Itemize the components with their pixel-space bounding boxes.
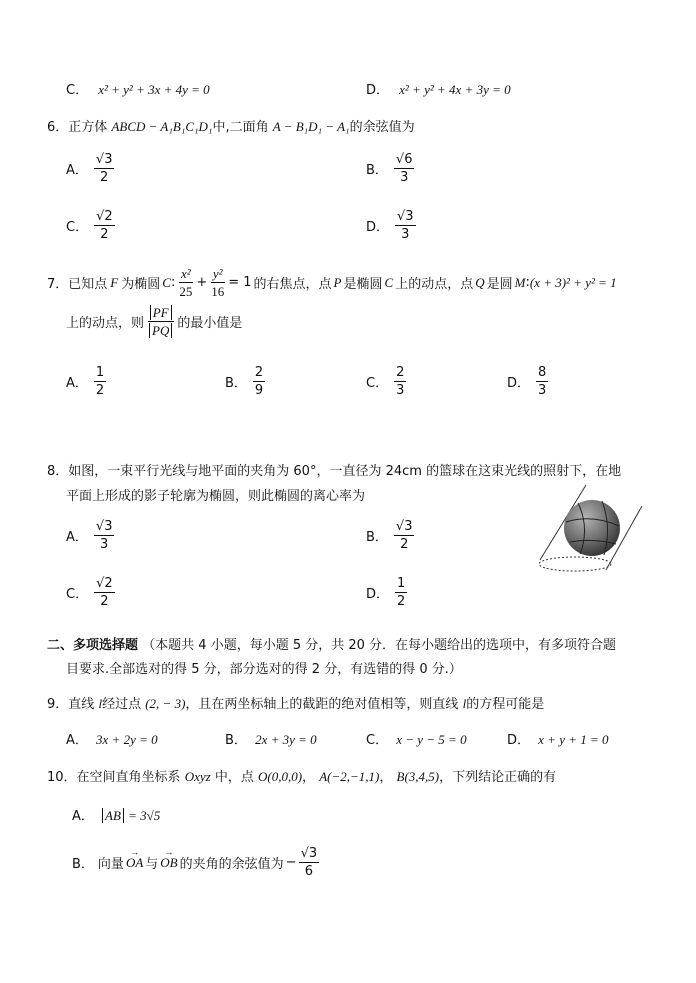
option-equation: x + y + 1 = 0 bbox=[538, 732, 609, 747]
fraction bbox=[94, 520, 115, 551]
fraction bbox=[395, 577, 407, 608]
math-var: l bbox=[462, 696, 467, 711]
fraction bbox=[209, 267, 226, 298]
abs-pf: PF bbox=[150, 305, 172, 320]
fraction-denominator: 9 bbox=[254, 383, 264, 398]
option-label: C． bbox=[66, 587, 89, 602]
option-label: D． bbox=[507, 376, 531, 391]
fraction-numerator: √3 bbox=[95, 519, 113, 534]
shadow-ellipse bbox=[539, 557, 611, 571]
q9-option-a bbox=[66, 729, 158, 748]
q10-option-a bbox=[72, 805, 160, 824]
math-var: P bbox=[333, 274, 342, 290]
fraction-denominator: 2 bbox=[100, 170, 109, 185]
fraction-numerator: 8 bbox=[538, 365, 547, 380]
q7-option-b bbox=[225, 366, 267, 397]
math-point: B(3,4,5) bbox=[396, 769, 440, 784]
section-desc: 目要求.全部选对的得 5 分，部分选对的得 2 分，有选错的得 0 分.） bbox=[66, 662, 462, 677]
option-label: D． bbox=[366, 587, 390, 602]
option-text: 的夹角的余弦值为 bbox=[179, 857, 284, 872]
stem-text: 的方程可能是 bbox=[466, 697, 545, 712]
stem-text: 在空间直角坐标系 bbox=[76, 770, 181, 785]
option-label: A． bbox=[66, 163, 88, 178]
math-text: = 1 bbox=[228, 275, 252, 290]
option-label: B． bbox=[366, 530, 388, 545]
stem-text: ，下列结论正确的有 bbox=[439, 770, 557, 785]
option-label: A． bbox=[66, 733, 88, 748]
vector-label: OA bbox=[125, 854, 144, 870]
fraction-numerator: √3 bbox=[95, 152, 113, 167]
vector-ob bbox=[160, 846, 178, 871]
math-var: M bbox=[514, 274, 526, 290]
math-point: (2, − 3) bbox=[145, 696, 186, 711]
fraction-denominator: 3 bbox=[100, 537, 109, 552]
fraction bbox=[177, 267, 194, 298]
option-equation: x² + y² + 3x + 4y = 0 bbox=[98, 82, 210, 97]
question-number: 7． bbox=[47, 277, 69, 292]
option-equation: x − y − 5 = 0 bbox=[396, 732, 467, 747]
fraction bbox=[94, 210, 115, 241]
q9-stem bbox=[47, 693, 544, 712]
stem-text: 的最小值是 bbox=[177, 316, 243, 331]
q7-option-a bbox=[66, 366, 108, 397]
stem-text: 的余弦值为 bbox=[349, 120, 415, 135]
fraction bbox=[94, 366, 106, 397]
minus-sign: − bbox=[285, 855, 297, 870]
q7-stem-line1: 7． 已知点 F 为椭圆 C : $\frac{\text{x²}}{25}$ + $\frac{\text{y²}}{16}$ = 1 的右焦点，点 P 是椭圆 C 上的动点，点 Q 是圆 M : (x + 3)² + y² = 1 bbox=[47, 266, 617, 299]
q6-stem bbox=[47, 116, 415, 135]
stem-text: 正方体 bbox=[68, 120, 108, 135]
option-label: D． bbox=[507, 733, 531, 748]
stem-text: 直线 bbox=[68, 697, 95, 712]
option-label: C． bbox=[366, 733, 389, 748]
stem-text: 经过点 bbox=[102, 697, 142, 712]
section2-header-line2 bbox=[66, 658, 462, 677]
vector-oa bbox=[125, 846, 144, 871]
stem-text: 为椭圆 bbox=[121, 277, 161, 292]
q7-option-d bbox=[507, 366, 550, 397]
option-label: B． bbox=[225, 733, 247, 748]
question-number: 6． bbox=[47, 120, 69, 135]
option-label: C． bbox=[366, 376, 389, 391]
fraction bbox=[94, 153, 115, 184]
q8-stem-line1 bbox=[47, 460, 621, 479]
math-angle: A − B₁D₁ − A₁ bbox=[272, 119, 350, 134]
fraction-denominator: 6 bbox=[304, 864, 313, 879]
math-point: A(−2,−1,1) bbox=[319, 769, 380, 784]
fraction-numerator: √3 bbox=[395, 519, 413, 534]
fraction-numerator: x² bbox=[180, 266, 191, 281]
option-text: 与 bbox=[145, 857, 159, 872]
q8-option-d bbox=[366, 577, 409, 608]
fraction-denominator: 2 bbox=[100, 594, 109, 609]
q6-option-b bbox=[366, 153, 416, 184]
fraction-numerator: √3 bbox=[300, 846, 318, 861]
fraction-numerator: y² bbox=[212, 266, 223, 281]
fraction-denominator: 25 bbox=[179, 284, 193, 299]
stem-text: 是圆 bbox=[486, 277, 513, 292]
option-equation: 2x + 3y = 0 bbox=[255, 732, 317, 747]
fraction-denominator: 2 bbox=[400, 537, 409, 552]
q9-option-b bbox=[225, 729, 317, 748]
option-label: B． bbox=[225, 376, 247, 391]
q6-option-c bbox=[66, 210, 117, 241]
math-var: F bbox=[110, 274, 119, 290]
q6-option-a bbox=[66, 153, 116, 184]
fraction bbox=[94, 577, 115, 608]
section-desc: （本题共 4 小题，每小题 5 分，共 20 分．在每小题给出的选项中，有多项符合题 bbox=[142, 638, 617, 653]
math-point: O(0,0,0) bbox=[258, 769, 303, 784]
math-coord-system: Oxyz bbox=[184, 769, 211, 784]
q7-stem-line2 bbox=[66, 306, 242, 337]
fraction bbox=[394, 366, 406, 397]
vector-arrow-icon: → bbox=[130, 846, 140, 857]
fraction-denominator: 2 bbox=[100, 227, 109, 242]
q5-option-d bbox=[366, 79, 511, 98]
abs-ab: AB bbox=[102, 808, 124, 823]
q8-option-a bbox=[66, 520, 116, 551]
option-label: A． bbox=[72, 809, 94, 824]
section2-header bbox=[47, 634, 616, 653]
fraction-numerator: √3 bbox=[397, 209, 414, 224]
option-label: B． bbox=[366, 163, 388, 178]
math-var: Q bbox=[475, 274, 485, 290]
option-label: A． bbox=[66, 530, 88, 545]
fraction-numerator: 1 bbox=[397, 576, 406, 591]
q5-option-c bbox=[66, 79, 210, 98]
fraction bbox=[253, 366, 265, 397]
stem-text: 如图，一束平行光线与地平面的夹角为 60°，一直径为 24cm 的篮球在这束光线的照射下，在地 bbox=[68, 464, 622, 479]
math-var: C bbox=[384, 274, 394, 290]
option-equation: = 3√5 bbox=[128, 808, 161, 823]
option-equation: 3x + 2y = 0 bbox=[96, 732, 158, 747]
q8-stem-line2 bbox=[66, 485, 365, 504]
stem-text: 已知点 bbox=[68, 277, 108, 292]
question-number: 9． bbox=[47, 697, 69, 712]
option-text: 向量 bbox=[97, 857, 124, 872]
option-label: D． bbox=[366, 220, 390, 235]
abs-pq: PQ bbox=[149, 323, 172, 338]
q7-option-c bbox=[366, 366, 408, 397]
basketball-shadow-figure bbox=[530, 484, 650, 576]
stem-text: 平面上形成的影子轮廓为椭圆，则此椭圆的离心率为 bbox=[66, 489, 366, 504]
q10-stem: 10．在空间直角坐标系 Oxyz 中，点 O(0,0,0)， A(−2,−1,1)， B(3,4,5)，下列结论正确的有 bbox=[47, 769, 557, 785]
fraction-denominator: 16 bbox=[211, 284, 225, 299]
fraction-numerator: √2 bbox=[96, 576, 113, 591]
fraction-denominator: 3 bbox=[401, 227, 410, 242]
fraction bbox=[395, 210, 416, 241]
option-equation: x² + y² + 4x + 3y = 0 bbox=[399, 82, 511, 97]
stem-text: 上的动点，点 bbox=[395, 277, 474, 292]
math-var: C bbox=[162, 274, 171, 290]
fraction bbox=[394, 153, 415, 184]
fraction-denominator: 3 bbox=[538, 383, 547, 398]
section-title: 二、多项选择题 bbox=[47, 638, 139, 653]
fraction-numerator: 1 bbox=[95, 365, 105, 380]
q6-option-d bbox=[366, 210, 418, 241]
option-label: D． bbox=[366, 83, 390, 98]
vector-arrow-icon: → bbox=[164, 846, 174, 857]
stem-text: 上的动点，则 bbox=[66, 316, 145, 331]
fraction-denominator: 2 bbox=[95, 383, 105, 398]
stem-text: 是椭圆 bbox=[343, 277, 383, 292]
ratio-fraction bbox=[147, 306, 174, 337]
vector-label: OB bbox=[160, 854, 178, 870]
fraction-numerator: √6 bbox=[395, 152, 413, 167]
fraction-denominator: 2 bbox=[397, 594, 406, 609]
stem-text: 的右焦点，点 bbox=[253, 277, 332, 292]
fraction bbox=[299, 847, 320, 878]
option-label: B． bbox=[72, 857, 94, 872]
q9-option-c bbox=[366, 729, 467, 748]
fraction-numerator: 2 bbox=[254, 365, 264, 380]
stem-text: 中，点 bbox=[214, 770, 254, 785]
stem-text: ，且在两坐标轴上的截距的绝对值相等，则直线 bbox=[185, 697, 459, 712]
basketball bbox=[564, 500, 620, 556]
q8-option-b bbox=[366, 520, 416, 551]
q8-option-c bbox=[66, 577, 117, 608]
option-label: C． bbox=[66, 83, 89, 98]
math-circle: (x + 3)² + y² = 1 bbox=[529, 274, 617, 290]
option-label: A． bbox=[66, 376, 88, 391]
question-number: 8． bbox=[47, 464, 69, 479]
fraction bbox=[394, 520, 415, 551]
math-var: l bbox=[98, 696, 103, 711]
fraction-denominator: 3 bbox=[396, 383, 405, 398]
q10-option-b bbox=[72, 847, 321, 878]
fraction-numerator: √2 bbox=[96, 209, 113, 224]
stem-text: 中,二面角 bbox=[212, 120, 269, 135]
fraction bbox=[536, 366, 548, 397]
fraction-denominator: 3 bbox=[400, 170, 409, 185]
option-label: C． bbox=[66, 220, 89, 235]
question-number: 10． bbox=[47, 770, 77, 785]
math-solid: ABCD − A₁B₁C₁D₁ bbox=[111, 119, 213, 134]
fraction-numerator: 2 bbox=[396, 365, 405, 380]
q9-option-d bbox=[507, 729, 609, 748]
